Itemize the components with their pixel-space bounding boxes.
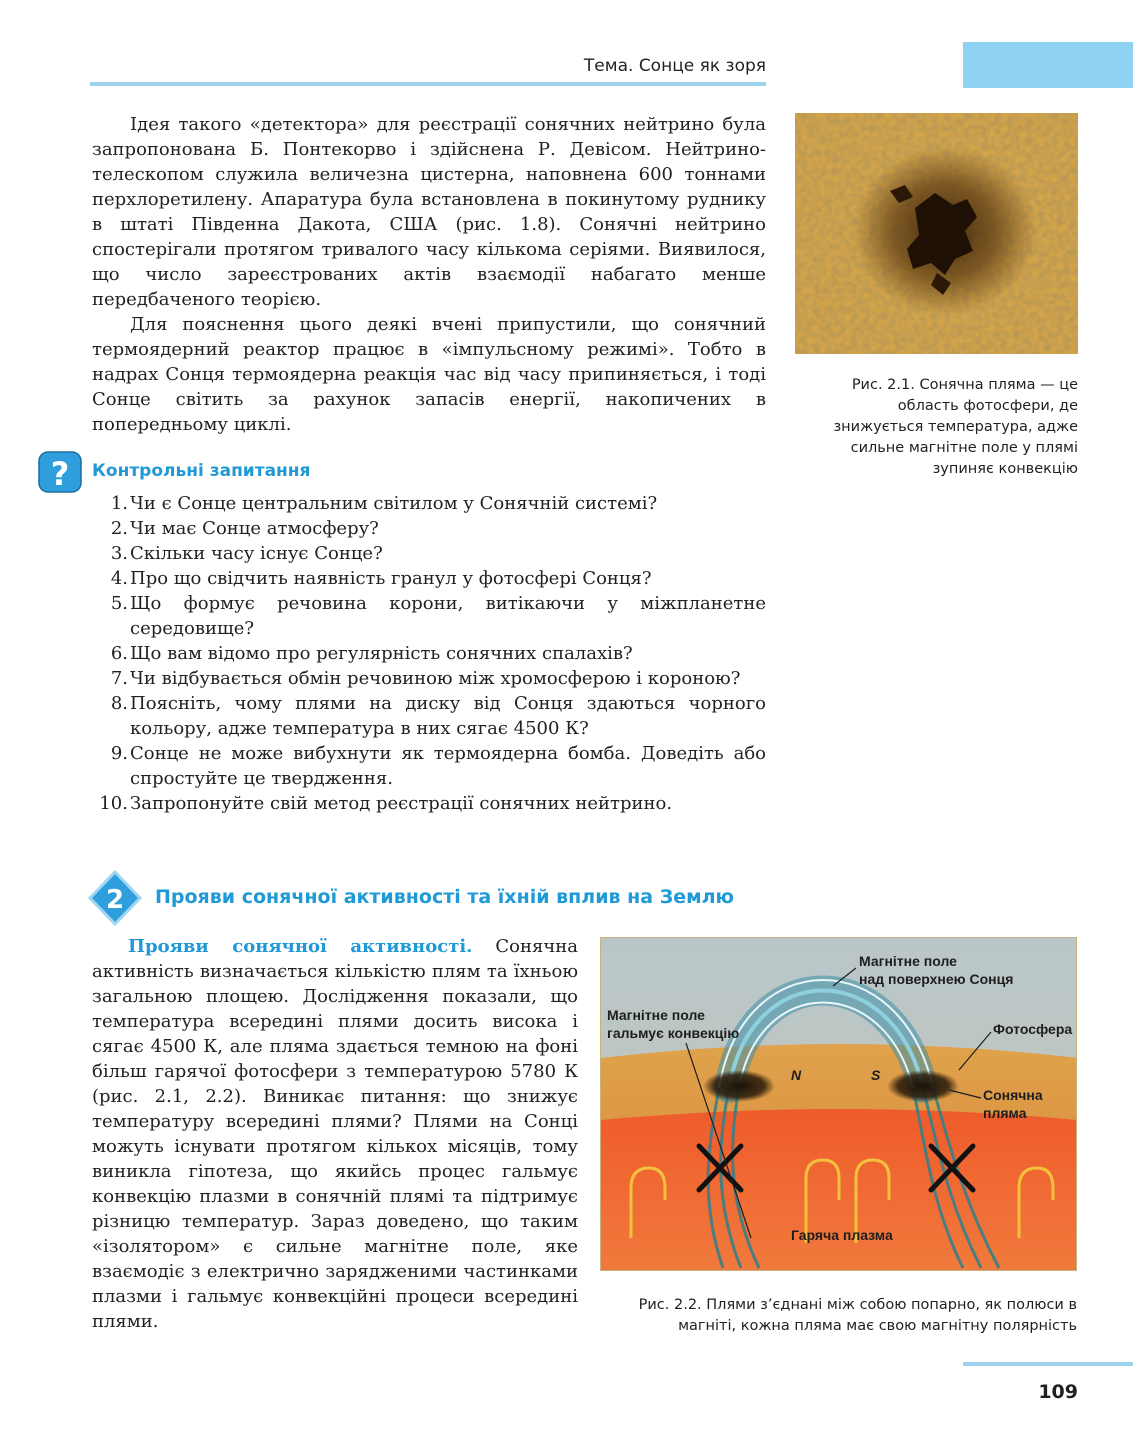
item-text: Поясніть, чому плями на диску від Сонця здаються чорного кольору, адже температура в них сягає 4500 К? (130, 693, 766, 739)
section-number: 2 (105, 885, 125, 915)
item-text: Сонце не може вибухнути як термоядерна бомба. Доведіть або спростуйте це твердження. (130, 743, 766, 789)
section-2-body: Сонячна активність визначається кількістю плям та їхньою загальною площею. Дослідження показали, що температура всередині плями досить висока і сягає 4500 К, але пляма здається темною на фоні більш гарячої фотосфери з температурою 5780 К (рис. 2.1, 2.2). Виникає питання: що знижує температуру всередині плями? Плями на Сонці можуть існувати протягом кількох місяців, тому виникла гіпотеза, що якийсь процес гальмує конвекцію плазми в сонячній плямі та підтримує різницю температур. Зараз доведено, що таким «ізолятором» є сильне магнітне поле, яке взаємодіє з електрично зарядженими частинками плазми і гальмує конвекційні процеси всередині плями. (92, 936, 578, 1332)
item-text: Про що свідчить наявність гранул у фотосфері Сонця? (130, 568, 652, 589)
intro-paragraph-2: Для пояснення цього деякі вчені припустили, що сонячний термоядерний реактор працює в «імпульсному режимі». Тобто в надрах Сонця термоядерна реакція час від часу припиняється, і тоді Сонце світить за рахунок запасів енергії, накопичених в попередньому циклі. (92, 314, 766, 435)
item-text: Що вам відомо про регулярність сонячних спалахів? (130, 643, 633, 664)
header-rule (90, 82, 766, 86)
list-item (92, 666, 766, 691)
item-number: 5. (110, 593, 128, 614)
pole-s-label: S (871, 1067, 881, 1083)
item-text: Чи відбувається обмін речовиною між хромосферою і короною? (130, 668, 741, 689)
svg-text:?: ? (50, 455, 70, 493)
list-item (92, 541, 766, 566)
header-color-band (963, 42, 1133, 88)
section-2-text (92, 934, 578, 1334)
list-item (92, 741, 766, 791)
figure-2-1-caption: Рис. 2.1. Сонячна пляма — це область фотосфери, де знижується температура, адже сильне магнітне поле у плямі зупиняє конвекцію (833, 377, 1078, 477)
question-mark-icon (38, 451, 82, 493)
list-item (92, 516, 766, 541)
label-hot-plasma: Гаряча плазма (791, 1227, 893, 1243)
running-title: Тема. Сонце як зоря (583, 56, 766, 76)
item-text: Запропонуйте свій метод реєстрації сонячних нейтрино. (130, 793, 673, 814)
label-field-brakes: Магнітне поле (607, 1007, 705, 1023)
questions-title: Контрольні запитання (92, 461, 311, 481)
pole-n-label: N (791, 1067, 802, 1083)
list-item (92, 491, 766, 516)
section-2-paragraph (92, 934, 578, 1334)
list-item (92, 566, 766, 591)
label-field-above-2: над поверхнею Сонця (859, 971, 1014, 987)
item-number: 7. (110, 668, 128, 689)
item-number: 3. (110, 543, 128, 564)
item-text: Скільки часу існує Сонце? (130, 543, 383, 564)
sunspot-photo (795, 113, 1078, 354)
list-item (92, 691, 766, 741)
item-number: 2. (110, 518, 128, 539)
item-number: 6. (110, 643, 128, 664)
questions-list (92, 491, 766, 816)
label-sunspot-2: пляма (983, 1105, 1027, 1121)
label-field-brakes-2: гальмує конвекцію (607, 1025, 740, 1041)
label-field-above: Магнітне поле (859, 953, 957, 969)
item-text: Чи є Сонце центральним світилом у Сонячній системі? (130, 493, 658, 514)
figure-2-2-caption: Рис. 2.2. Плями з’єднані між собою попарно, як полюси в магніті, кожна пляма має свою магнітну полярність (638, 1297, 1077, 1334)
term-highlight: Прояви сонячної активності. (128, 936, 473, 957)
label-photosphere: Фотосфера (993, 1021, 1073, 1037)
page-number: 109 (1038, 1381, 1078, 1403)
item-text: Що формує речовина корони, витікаючи у міжпланетне середовище? (130, 593, 766, 639)
list-item (92, 641, 766, 666)
item-number: 4. (110, 568, 128, 589)
item-number: 9. (110, 743, 128, 764)
item-text: Чи має Сонце атмосферу? (130, 518, 379, 539)
intro-paragraph-1: Ідея такого «детектора» для реєстрації сонячних нейтрино була запропонована Б. Понтекорво і здійснена Р. Девісом. Нейтрино-телескопом служила величезна цистерна, наповнена 600 тоннами перхлоретилену. Апаратура була встановлена в покинутому руднику в штаті Південна Дакота, США (рис. 1.8). Сонячні нейтрино спостерігали протягом тривалого часу кількома серіями. Виявилося, що число зареєстрованих актів взаємодії набагато менше передбаченого теорією. (92, 114, 766, 310)
intro-text (92, 112, 766, 437)
label-sunspot: Сонячна (983, 1087, 1043, 1103)
sunspot-magnetic-field-diagram (600, 937, 1077, 1271)
section-number-badge (88, 870, 142, 926)
item-number: 10. (99, 793, 128, 814)
section-title: Прояви сонячної активності та їхній вплив на Землю (155, 886, 735, 908)
list-item (92, 791, 766, 816)
item-number: 1. (110, 493, 128, 514)
item-number: 8. (110, 693, 128, 714)
footer-rule (963, 1362, 1133, 1366)
list-item (92, 591, 766, 641)
